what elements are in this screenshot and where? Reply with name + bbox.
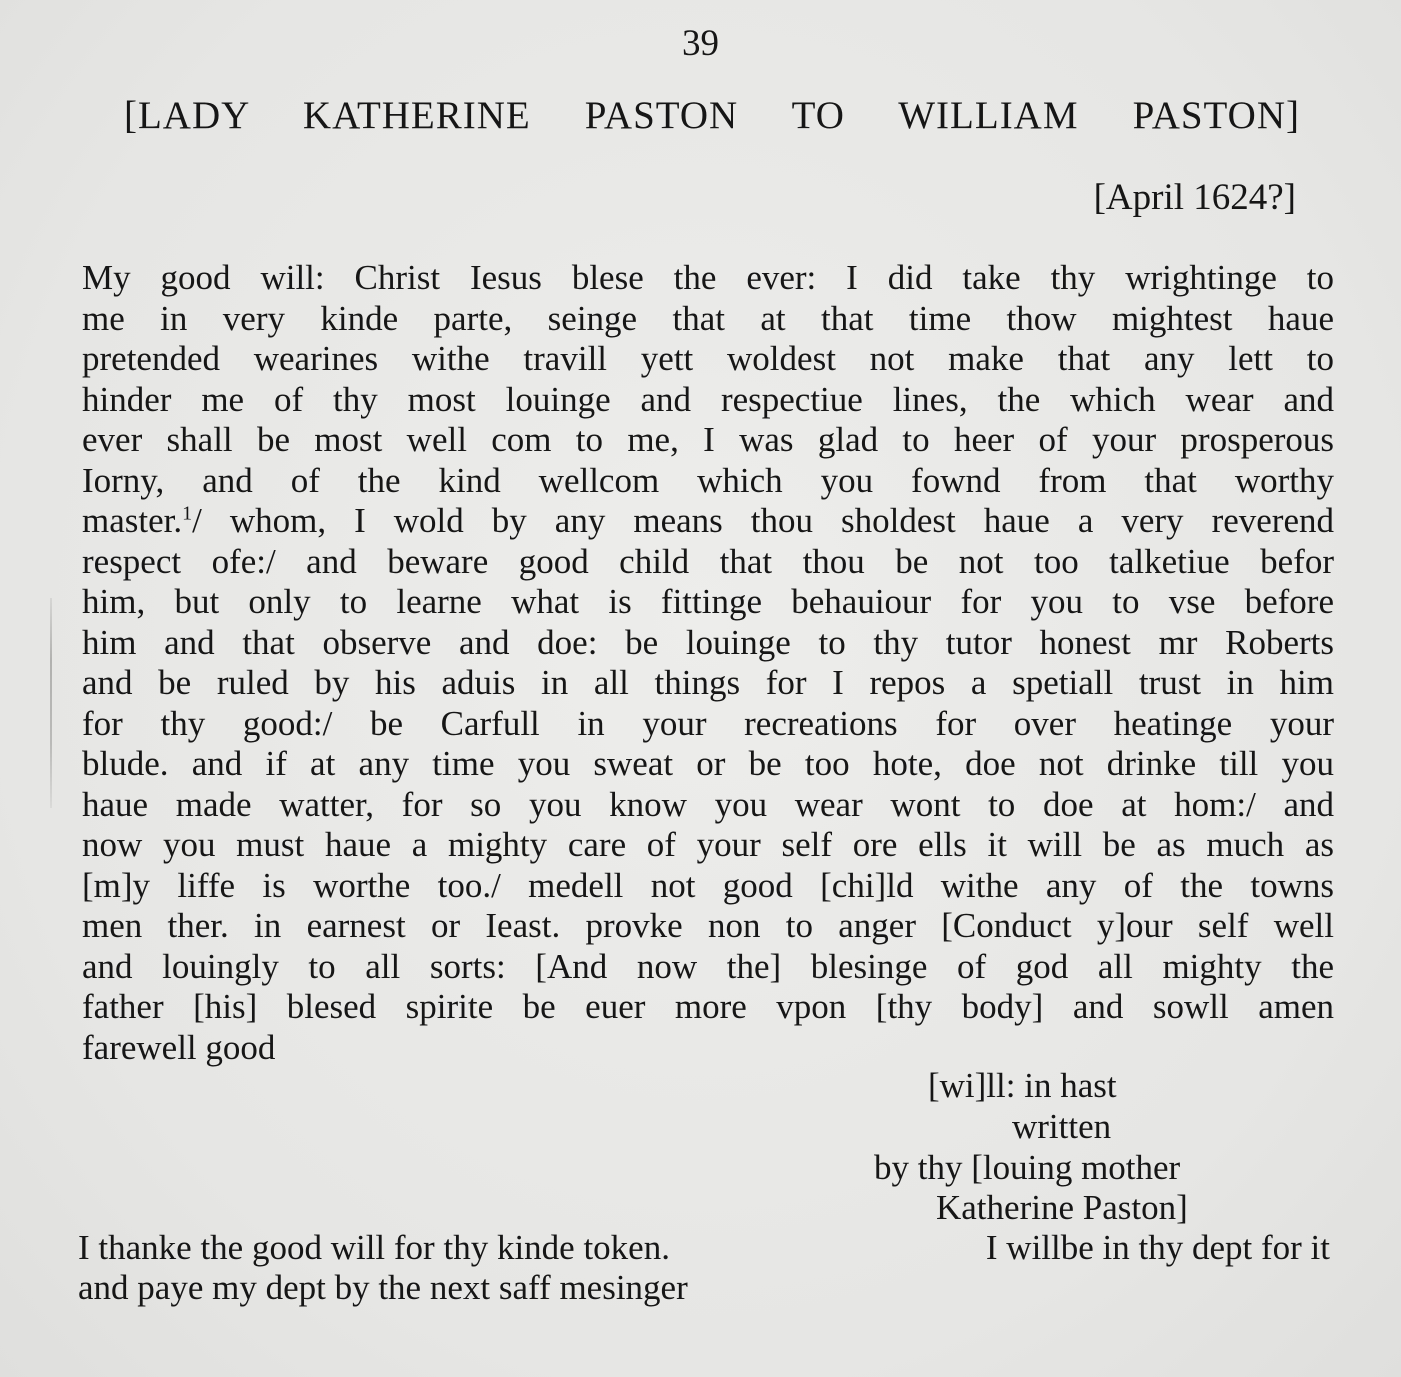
signature-line-3: by thy [louing mother [874,1148,1181,1187]
letter-line: Iorny, and of the kind wellcom which you fownd from that worthy [82,460,1334,500]
letter-line: for thy good:/ be Carfull in your recreations for over heatinge your [82,703,1334,743]
letter-line: My good will: Christ Iesus blese the ever: I did take thy wrightinge to [82,258,1334,297]
letter-line: and be ruled by his aduis in all things for I repos a spetiall trust in him [82,663,1334,702]
letter-line: hinder me of thy most louinge and respectiue lines, the which wear and [82,379,1334,419]
postscript [78,1228,1330,1308]
letter-line: blude. and if at any time you sweat or be too hote, doe not drinke till you [82,744,1334,783]
footnote-marker: 1 [182,502,193,525]
letter-line: me in very kinde parte, seinge that at that time thow mightest haue [82,298,1334,338]
signature-line-1: [wi]ll: in hast [928,1066,1117,1105]
letter-line-with-footnote [82,501,1334,542]
letter-line: and louingly to all sorts: [And now the] blesinge of god all mighty the [82,946,1334,986]
letter-line: now you must haue a mighty care of your self ore ells it will be as much as [82,825,1334,864]
signature-line-2: written [1012,1107,1112,1146]
postscript-line-1-left: I thanke the good will for thy kinde token. [78,1228,670,1267]
letter-line: father [his] blesed spirite be euer more vpon [thy body] and sowll amen [82,987,1334,1026]
letter-line: farewell good [82,1027,276,1067]
letter-line: him and that observe and doe: be louinge to thy tutor honest mr Roberts [82,622,1334,662]
letter-body [82,258,1334,1068]
pencil-margin-mark [50,598,52,808]
postscript-line-2: and paye my dept by the next saff mesinger [78,1268,688,1307]
signature-line-4: Katherine Paston] [936,1188,1188,1227]
postscript-line-1-right: I willbe in thy dept for it [985,1228,1330,1267]
letter-line: ever shall be most well com to me, I was glad to heer of your prosperous [82,420,1334,459]
letter-date: [April 1624?] [1093,177,1296,218]
letter-line: men ther. in earnest or Ieast. provke non to anger [Conduct y]our self well [82,906,1334,945]
letter-line: respect ofe:/ and beware good child that thou be not too talketiue befor [82,541,1334,581]
page-number: 39 [682,23,719,64]
letter-line: him, but only to learne what is fittinge behauiour for you to vse before [82,582,1334,621]
letter-line-rest: / whom, I wold by any means thou sholdest haue a very reverend [192,501,1334,540]
letter-heading: [LADY KATHERINE PASTON TO WILLIAM PASTON] [124,94,1300,137]
letter-line: [m]y liffe is worthe too./ medell not good [chi]ld withe any of the towns [82,865,1334,905]
letter-line-start: master. [82,501,183,540]
letter-line: haue made watter, for so you know you wear wont to doe at hom:/ and [82,784,1334,824]
postscript-row [78,1228,1330,1268]
letter-line: pretended wearines withe travill yett woldest not make that any lett to [82,339,1334,378]
